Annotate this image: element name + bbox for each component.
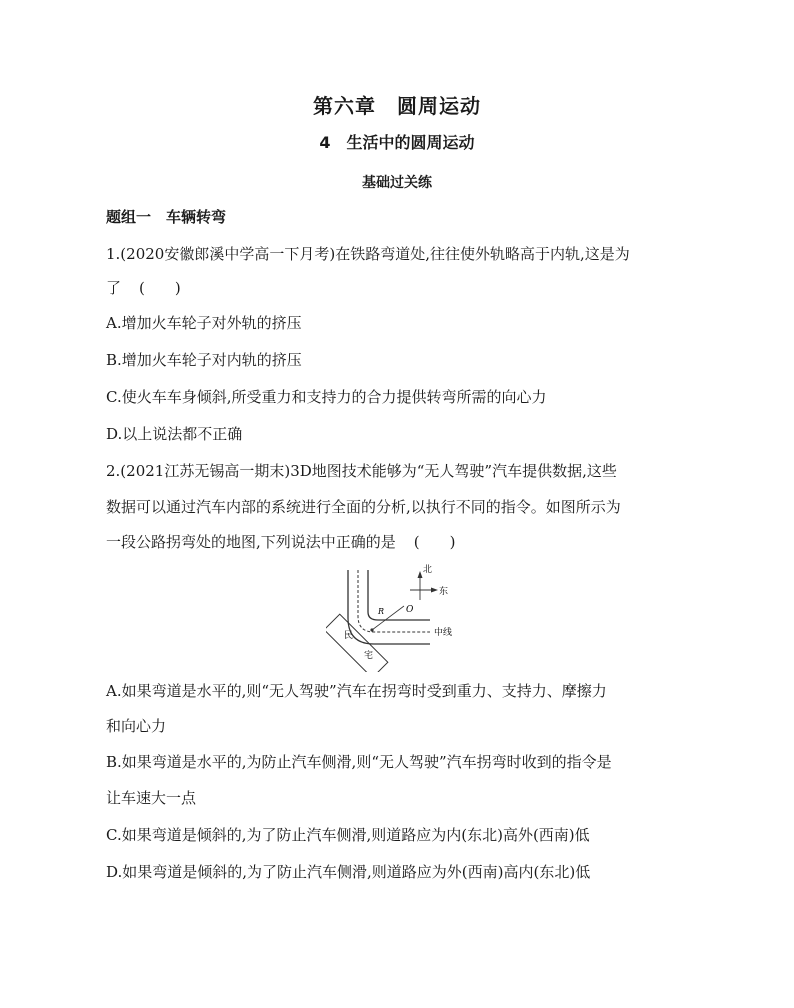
q1-answer-blank: ( )	[139, 279, 181, 297]
q2-option-b-line1: B.如果弯道是水平的,为防止汽车侧滑,则“无人驾驶”汽车拐弯时收到的指令是	[106, 753, 612, 771]
center-label: O	[406, 605, 414, 615]
residence-label-1: 民	[344, 631, 354, 641]
q1-stem-text: 了	[106, 279, 122, 297]
chapter-title: 第六章 圆周运动	[313, 94, 481, 118]
east-label: 东	[439, 587, 449, 597]
radius-label: R	[378, 607, 385, 616]
centerline-label: 中线	[434, 628, 453, 638]
q1-option-d: D.以上说法都不正确	[106, 425, 243, 443]
q2-option-c: C.如果弯道是倾斜的,为了防止汽车侧滑,则道路应为内(东北)高外(西南)低	[106, 826, 590, 844]
subsection-title: 基础过关练	[362, 175, 432, 191]
residence-label-2: 宅	[364, 651, 374, 661]
radius-line	[372, 606, 404, 630]
road-outer-edge	[348, 570, 430, 644]
q2-option-b-line2: 让车速大一点	[106, 789, 197, 807]
q2-answer-blank: ( )	[413, 533, 456, 551]
road-centerline	[358, 570, 430, 632]
north-arrow-icon	[418, 571, 423, 578]
q1-option-c: C.使火车车身倾斜,所受重力和支持力的合力提供转弯所需的向心力	[106, 388, 547, 406]
east-arrow-icon	[431, 588, 438, 593]
question-group-title: 题组一 车辆转弯	[106, 208, 227, 226]
q2-stem-text: 一段公路拐弯处的地图,下列说法中正确的是	[106, 533, 396, 551]
q1-option-b: B.增加火车轮子对内轨的挤压	[106, 351, 302, 369]
q2-option-a-line2: 和向心力	[106, 717, 167, 735]
north-label: 北	[423, 565, 433, 575]
q2-stem-line3	[106, 532, 456, 552]
residence-block	[326, 614, 388, 672]
q1-stem-line1: 1.(2020安徽郎溪中学高一下月考)在铁路弯道处,往往使外轨略高于内轨,这是为	[106, 245, 630, 263]
q1-option-a: A.增加火车轮子对外轨的挤压	[106, 314, 302, 332]
road-bend-figure	[326, 560, 466, 672]
vehicle-dot	[370, 628, 373, 631]
q2-option-a-line1: A.如果弯道是水平的,则“无人驾驶”汽车在拐弯时受到重力、支持力、摩擦力	[106, 682, 607, 700]
q2-stem-line1: 2.(2021江苏无锡高一期末)3D地图技术能够为“无人驾驶”汽车提供数据,这些	[106, 462, 617, 480]
section-title: 4 生活中的圆周运动	[319, 133, 475, 152]
q2-option-d: D.如果弯道是倾斜的,为了防止汽车侧滑,则道路应为外(西南)高内(东北)低	[106, 863, 591, 881]
q1-stem-line2	[106, 278, 181, 298]
q2-stem-line2: 数据可以通过汽车内部的系统进行全面的分析,以执行不同的指令。如图所示为	[106, 498, 621, 516]
